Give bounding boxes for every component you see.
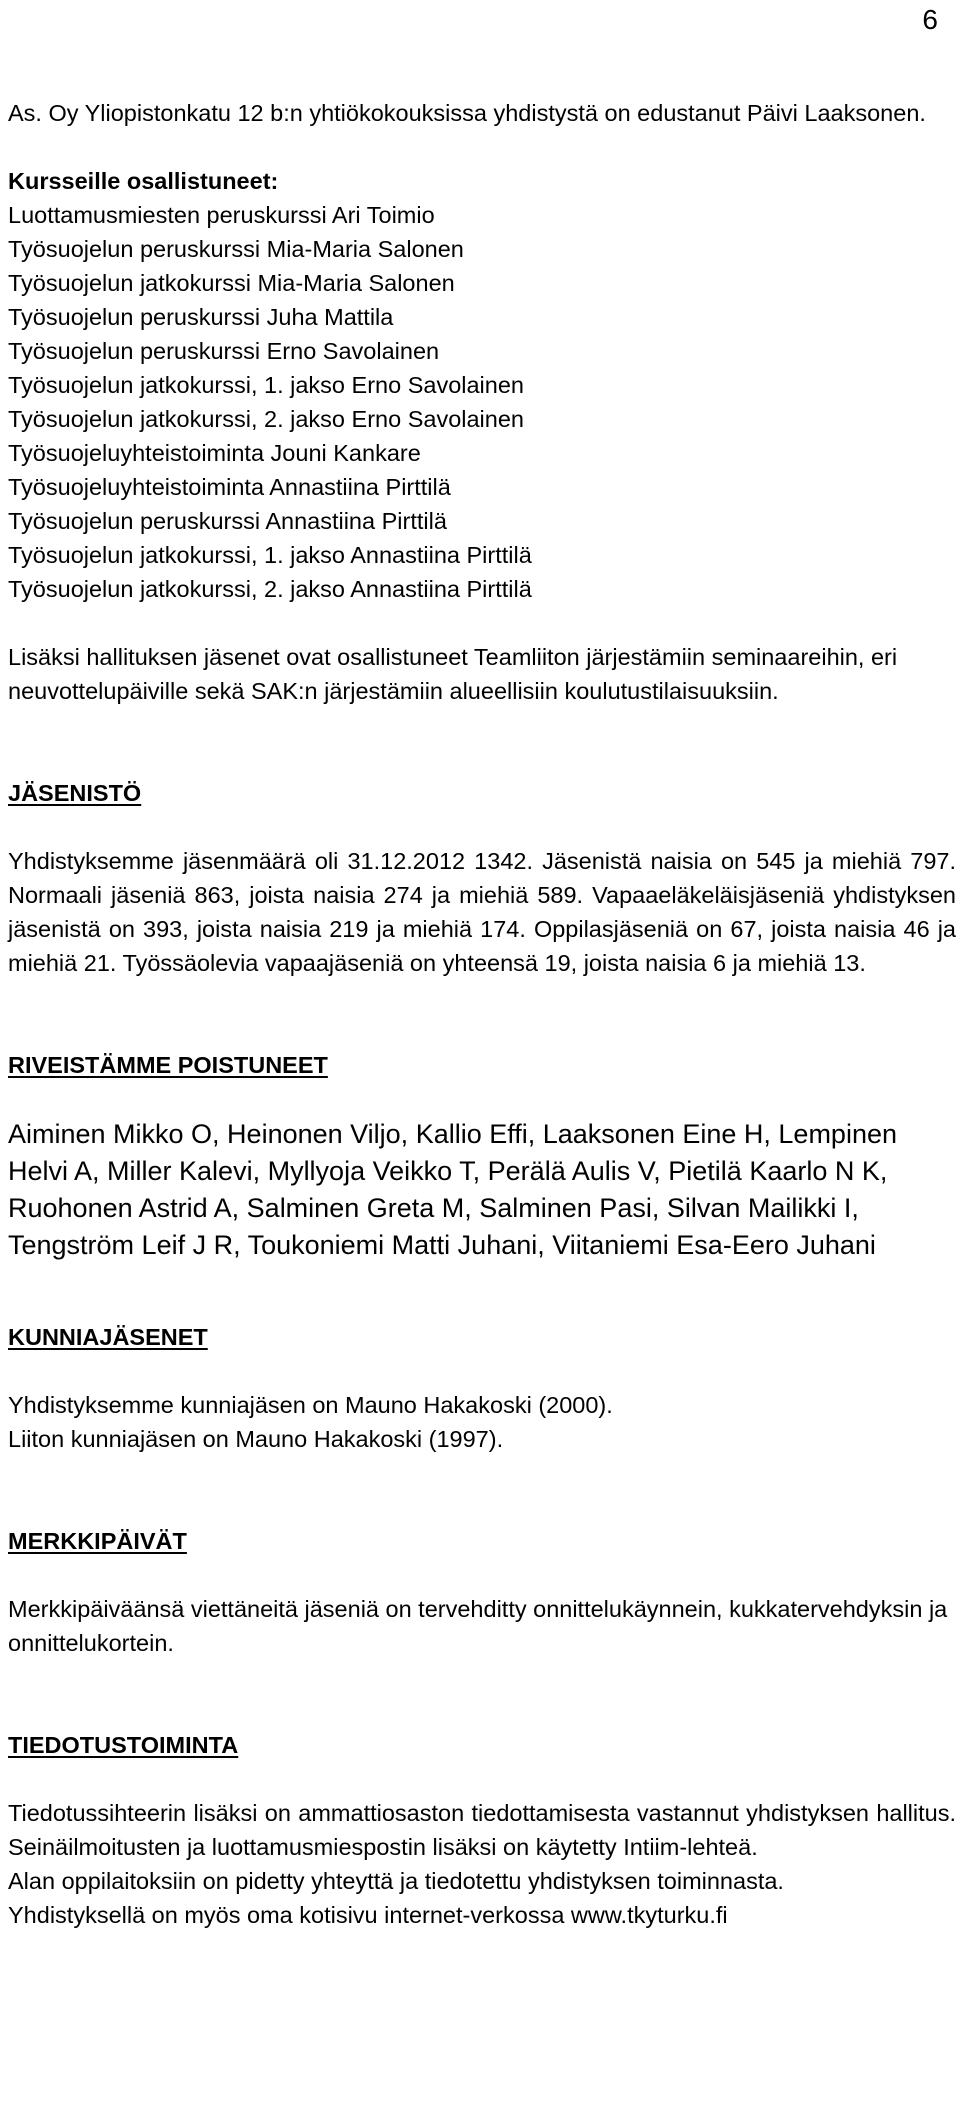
honorary-list	[8, 1388, 956, 1456]
course-line: Työsuojeluyhteistoiminta Annastiina Pirttilä	[8, 474, 451, 500]
intro-paragraph: As. Oy Yliopistonkatu 12 b:n yhtiökokouksissa yhdistystä on edustanut Päivi Laaksonen.	[8, 100, 926, 126]
course-line: Työsuojelun jatkokurssi, 2. jakso Annastiina Pirttilä	[8, 576, 532, 602]
special-days-heading: MERKKIPÄIVÄT	[8, 1528, 187, 1554]
information-section	[8, 1796, 956, 1932]
document-body	[8, 96, 956, 1932]
course-line: Työsuojelun jatkokurssi, 2. jakso Erno Savolainen	[8, 406, 524, 432]
information-line: Tiedotussihteerin lisäksi on ammattiosaston tiedottamisesta vastannut yhdistyksen hallitus. Seinäilmoitusten ja luottamusmiespostin lisäksi on käytetty Intiim-lehteä.	[8, 1800, 956, 1860]
training-extra-paragraph: Lisäksi hallituksen jäsenet ovat osallistuneet Teamliiton järjestämiin seminaareihin, eri neuvottelupäiville sekä SAK:n järjestämiin alueellisiin koulutustilaisuuksiin.	[8, 644, 898, 704]
courses-list	[8, 198, 956, 606]
information-heading: TIEDOTUSTOIMINTA	[8, 1732, 239, 1758]
honorary-heading: KUNNIAJÄSENET	[8, 1324, 208, 1350]
members-heading: JÄSENISTÖ	[8, 780, 142, 806]
course-line: Työsuojelun jatkokurssi, 1. jakso Annastiina Pirttilä	[8, 542, 532, 568]
course-line: Työsuojelun peruskurssi Erno Savolainen	[8, 338, 440, 364]
course-line: Luottamusmiesten peruskurssi Ari Toimio	[8, 202, 435, 228]
course-line: Työsuojeluyhteistoiminta Jouni Kankare	[8, 440, 421, 466]
honorary-line: Yhdistyksemme kunniajäsen on Mauno Hakakoski (2000).	[8, 1392, 613, 1418]
members-paragraph: Yhdistyksemme jäsenmäärä oli 31.12.2012 1342. Jäsenistä naisia on 545 ja miehiä 797. Normaali jäseniä 863, joista naisia 274 ja miehiä 589. Vapaaeläkeläisjäseniä yhdistyksen jäsenistä on 393, joista naisia 219 ja miehiä 174. Oppilasjäseniä on 67, joista naisia 46 ja miehiä 21. Työssäolevia vapaajäseniä on yhteensä 19, joista naisia 6 ja miehiä 13.	[8, 848, 956, 976]
information-line: Yhdistyksellä on myös oma kotisivu internet-verkossa www.tkyturku.fi	[8, 1902, 728, 1928]
course-line: Työsuojelun jatkokurssi Mia-Maria Salonen	[8, 270, 455, 296]
information-line: Alan oppilaitoksiin on pidetty yhteyttä ja tiedotettu yhdistyksen toiminnasta.	[8, 1868, 784, 1894]
special-days-paragraph: Merkkipäiväänsä viettäneitä jäseniä on tervehditty onnittelukäynnein, kukkatervehdyksin ja onnittelukortein.	[8, 1596, 948, 1656]
course-line: Työsuojelun peruskurssi Mia-Maria Salonen	[8, 236, 464, 262]
page-number: 6	[922, 4, 938, 35]
course-line: Työsuojelun peruskurssi Annastiina Pirttilä	[8, 508, 447, 534]
course-line: Työsuojelun jatkokurssi, 1. jakso Erno Savolainen	[8, 372, 524, 398]
courses-heading: Kursseille osallistuneet:	[8, 168, 279, 194]
removed-heading: RIVEISTÄMME POISTUNEET	[8, 1052, 328, 1078]
honorary-line: Liiton kunniajäsen on Mauno Hakakoski (1997).	[8, 1426, 504, 1452]
removed-members-paragraph: Aiminen Mikko O, Heinonen Viljo, Kallio Effi, Laaksonen Eine H, Lempinen Helvi A, Miller Kalevi, Myllyoja Veikko T, Perälä Aulis V, Pietilä Kaarlo N K, Ruohonen Astrid A, Salminen Greta M, Salminen Pasi, Silvan Mailikki I, Tengström Leif J R, Toukoniemi Matti Juhani, Viitaniemi Esa-Eero Juhani	[8, 1119, 897, 1260]
course-line: Työsuojelun peruskurssi Juha Mattila	[8, 304, 394, 330]
